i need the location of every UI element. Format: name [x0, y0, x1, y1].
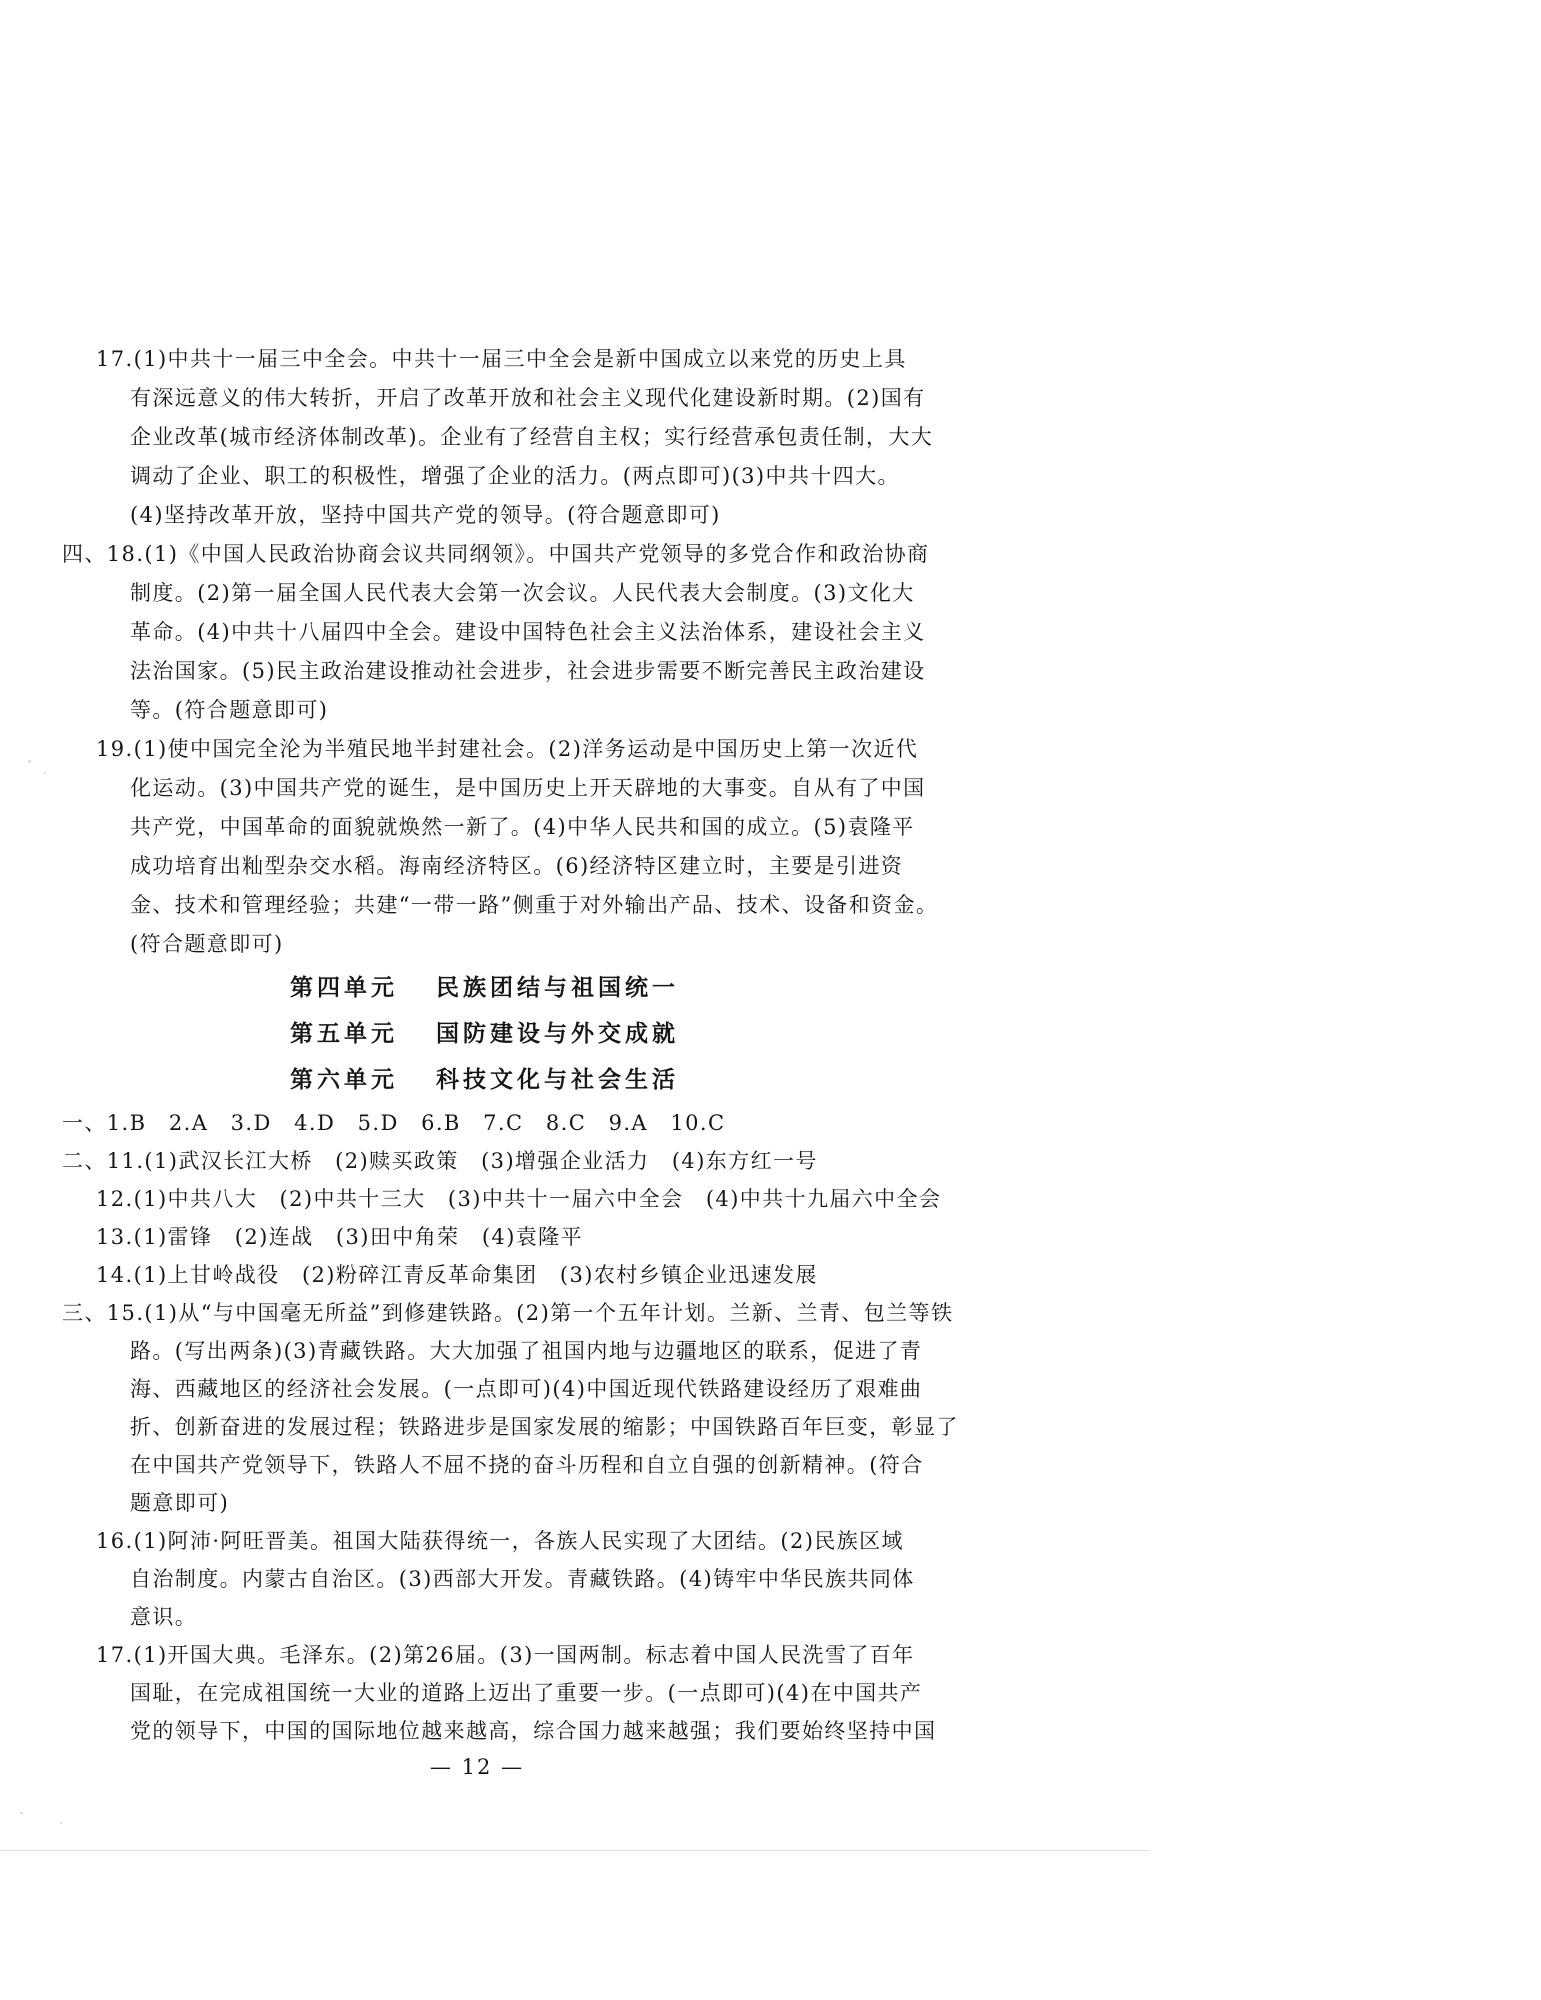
- answer-line: 调动了企业、职工的积极性，增强了企业的活力。(两点即可)(3)中共十四大。: [130, 464, 900, 488]
- answer-line: 企业改革(城市经济体制改革)。企业有了经营自主权；实行经营承包责任制，大大: [130, 425, 934, 449]
- answer-line: 13.(1)雷锋 (2)连战 (3)田中角荣 (4)袁隆平: [96, 1225, 583, 1249]
- unit-heading: [290, 1064, 679, 1096]
- page-number: — 12 —: [430, 1755, 525, 1779]
- answer-line: 法治国家。(5)民主政治建设推动社会进步，社会进步需要不断完善民主政治建设: [130, 659, 926, 683]
- answer-line: 自治制度。内蒙古自治区。(3)西部大开发。青藏铁路。(4)铸牢中华民族共同体: [130, 1567, 915, 1591]
- answer-line: 16.(1)阿沛·阿旺晋美。祖国大陆获得统一，各族人民实现了大团结。(2)民族区域: [96, 1529, 904, 1553]
- answer-line: 在中国共产党领导下，铁路人不屈不挠的奋斗历程和自立自强的创新精神。(符合: [130, 1453, 924, 1477]
- answer-line: 题意即可): [130, 1491, 230, 1515]
- answer-line: 化运动。(3)中国共产党的诞生，是中国历史上开天辟地的大事变。自从有了中国: [130, 776, 926, 800]
- answer-line: 路。(写出两条)(3)青藏铁路。大大加强了祖国内地与边疆地区的联系，促进了青: [130, 1339, 923, 1363]
- answer-line: 二、11.(1)武汉长江大桥 (2)赎买政策 (3)增强企业活力 (4)东方红一号: [62, 1149, 818, 1173]
- answer-line: 有深远意义的伟大转折，开启了改革开放和社会主义现代化建设新时期。(2)国有: [130, 386, 926, 410]
- unit-number: 第五单元: [290, 1021, 398, 1047]
- scan-speck: [20, 1812, 23, 1814]
- answer-line: (4)坚持改革开放，坚持中国共产党的领导。(符合题意即可): [130, 503, 721, 527]
- answer-line: (符合题意即可): [130, 932, 284, 956]
- answer-line: 革命。(4)中共十八届四中全会。建设中国特色社会主义法治体系，建设社会主义: [130, 620, 926, 644]
- answer-line: 19.(1)使中国完全沦为半殖民地半封建社会。(2)洋务运动是中国历史上第一次近代: [96, 737, 919, 761]
- answer-line: 三、15.(1)从“与中国毫无所益”到修建铁路。(2)第一个五年计划。兰新、兰青、包兰等铁: [62, 1301, 954, 1325]
- unit-number: 第六单元: [290, 1067, 398, 1093]
- answer-line: 国耻，在完成祖国统一大业的道路上迈出了重要一步。(一点即可)(4)在中国共产: [130, 1681, 923, 1705]
- answer-line: 四、18.(1)《中国人民政治协商会议共同纲领》。中国共产党领导的多党合作和政治协商: [62, 542, 930, 566]
- scan-speck: [60, 1822, 62, 1824]
- unit-heading: [290, 1018, 679, 1050]
- answer-line: 12.(1)中共八大 (2)中共十三大 (3)中共十一届六中全会 (4)中共十九届六中全会: [96, 1187, 942, 1211]
- answer-line: 海、西藏地区的经济社会发展。(一点即可)(4)中国近现代铁路建设经历了艰难曲: [130, 1377, 923, 1401]
- scan-speck: [44, 772, 46, 774]
- answer-line: 17.(1)中共十一届三中全会。中共十一届三中全会是新中国成立以来党的历史上具: [96, 347, 907, 371]
- answer-line: 成功培育出籼型杂交水稻。海南经济特区。(6)经济特区建立时，主要是引进资: [130, 854, 904, 878]
- answer-line: 金、技术和管理经验；共建“一带一路”侧重于对外输出产品、技术、设备和资金。: [130, 893, 939, 917]
- unit-title: 国防建设与外交成就: [436, 1021, 679, 1047]
- scan-edge-line: [0, 1850, 1150, 1851]
- answer-line: 共产党，中国革命的面貌就焕然一新了。(4)中华人民共和国的成立。(5)袁隆平: [130, 815, 915, 839]
- answer-line: 一、1.B 2.A 3.D 4.D 5.D 6.B 7.C 8.C 9.A 10.C: [62, 1111, 726, 1135]
- answer-line: 党的领导下，中国的国际地位越来越高，综合国力越来越强；我们要始终坚持中国: [130, 1719, 937, 1743]
- answer-line: 折、创新奋进的发展过程；铁路进步是国家发展的缩影；中国铁路百年巨变，彰显了: [130, 1415, 959, 1439]
- unit-title: 科技文化与社会生活: [436, 1067, 679, 1093]
- answer-line: 等。(符合题意即可): [130, 698, 329, 722]
- answer-line: 制度。(2)第一届全国人民代表大会第一次会议。人民代表大会制度。(3)文化大: [130, 581, 915, 605]
- unit-heading: [290, 972, 679, 1004]
- unit-number: 第四单元: [290, 975, 398, 1001]
- answer-line: 意识。: [130, 1605, 198, 1629]
- answer-line: 14.(1)上甘岭战役 (2)粉碎江青反革命集团 (3)农村乡镇企业迅速发展: [96, 1263, 818, 1287]
- unit-title: 民族团结与祖国统一: [436, 975, 679, 1001]
- scan-speck: [28, 760, 31, 763]
- answer-line: 17.(1)开国大典。毛泽东。(2)第26届。(3)一国两制。标志着中国人民洗雪了百年: [96, 1643, 915, 1667]
